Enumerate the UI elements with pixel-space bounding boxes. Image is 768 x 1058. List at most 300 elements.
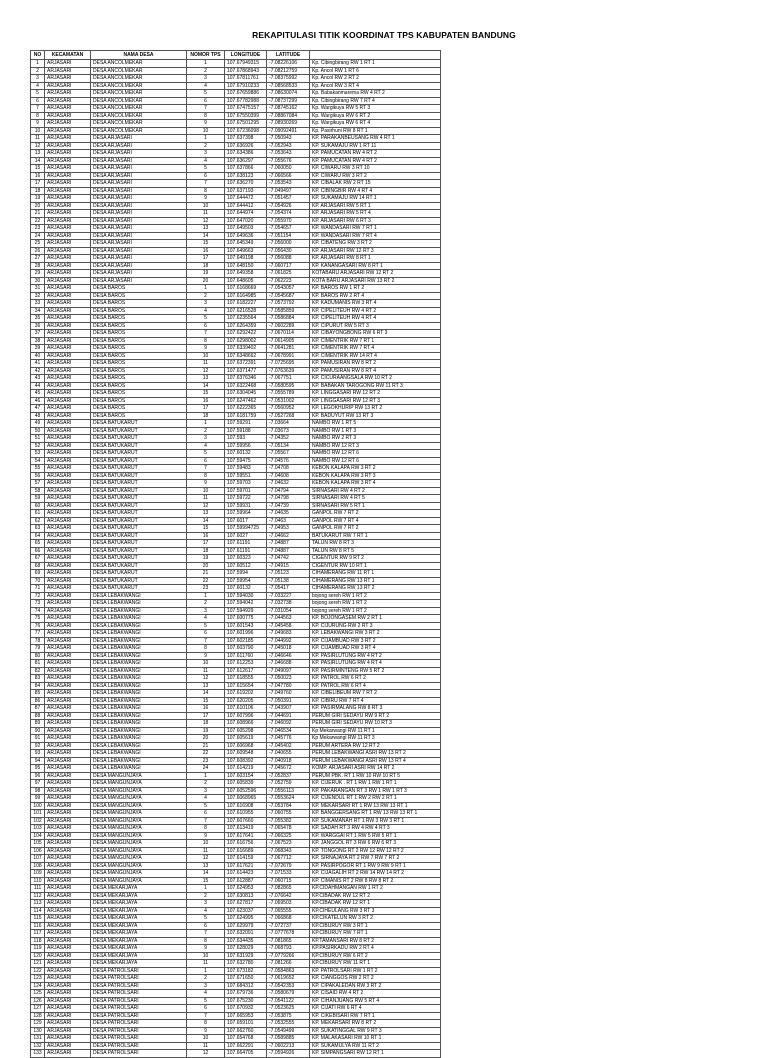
cell-nomor-tps: 11 — [187, 495, 225, 503]
cell-nomor-tps: 13 — [187, 510, 225, 518]
cell-nomor-tps: 5 — [187, 315, 225, 323]
table-row — [31, 765, 441, 773]
cell-kecamatan: ARJASARI — [45, 127, 91, 135]
cell-nomor-tps: 6 — [187, 97, 225, 105]
table-row — [31, 300, 441, 308]
table-row — [31, 967, 441, 975]
cell-no: 121 — [31, 960, 45, 968]
cell-nomor-tps: 3 — [187, 982, 225, 990]
cell-nama-desa: DESA MANGUNJAYA — [91, 870, 187, 878]
cell-kecamatan: ARJASARI — [45, 577, 91, 585]
cell-no: 40 — [31, 352, 45, 360]
cell-nama-desa: DESA BAROS — [91, 345, 187, 353]
cell-nama-desa: DESA BATUKARUT — [91, 540, 187, 548]
cell-nama-desa: DESA ARJASARI — [91, 172, 187, 180]
cell-latitude: -7.081865 — [267, 937, 310, 945]
cell-nama-desa: DESA BATUKARUT — [91, 420, 187, 428]
cell-no: 70 — [31, 577, 45, 585]
cell-latitude: -7.045018 — [267, 645, 310, 653]
cell-nama-desa: DESA LEBAKWANGI — [91, 705, 187, 713]
table-row — [31, 82, 441, 90]
cell-longitude: 107.605619 — [225, 735, 267, 743]
cell-longitude: 107.636270 — [225, 180, 267, 188]
cell-nomor-tps: 12 — [187, 855, 225, 863]
cell-longitude: 107.59956 — [225, 442, 267, 450]
cell-longitude: 107.6181759 — [225, 412, 267, 420]
cell-lokasi: KP. CIPURUT RW 5 RT 3 — [310, 322, 441, 330]
cell-lokasi: BATUKARUT RW 7 RT 1 — [310, 532, 441, 540]
table-row — [31, 487, 441, 495]
cell-kecamatan: ARJASARI — [45, 150, 91, 158]
cell-nama-desa: DESA LEBAKWANGI — [91, 622, 187, 630]
cell-nomor-tps: 3 — [187, 150, 225, 158]
cell-lokasi: KP. PASIRLUTUNG RW 4 RT 4 — [310, 660, 441, 668]
table-row — [31, 690, 441, 698]
cell-longitude: 107.628029 — [225, 945, 267, 953]
table-row — [31, 675, 441, 683]
cell-nama-desa: DESA MANGUNJAYA — [91, 825, 187, 833]
cell-nama-desa: DESA MANGUNJAYA — [91, 772, 187, 780]
cell-latitude: -7.050943 — [267, 135, 310, 143]
cell-kecamatan: ARJASARI — [45, 1027, 91, 1035]
cell-latitude: -7.046688 — [267, 660, 310, 668]
cell-latitude: -7.0545687 — [267, 292, 310, 300]
cell-no: 104 — [31, 832, 45, 840]
cell-longitude: 107.634435 — [225, 937, 267, 945]
cell-nama-desa: DESA LEBAKWANGI — [91, 607, 187, 615]
cell-no: 92 — [31, 742, 45, 750]
cell-nomor-tps: 20 — [187, 735, 225, 743]
cell-nomor-tps: 10 — [187, 952, 225, 960]
cell-lokasi: Kp. Ancol RW 3 RT 4 — [310, 82, 441, 90]
cell-no: 122 — [31, 967, 45, 975]
cell-latitude: -7.0602213 — [267, 1042, 310, 1050]
cell-no: 59 — [31, 495, 45, 503]
cell-no: 107 — [31, 855, 45, 863]
cell-latitude: -7.050391 — [267, 697, 310, 705]
cell-latitude: -7.031054 — [267, 607, 310, 615]
cell-no: 105 — [31, 840, 45, 848]
cell-nama-desa: DESA ARJASARI — [91, 240, 187, 248]
cell-kecamatan: ARJASARI — [45, 1035, 91, 1043]
cell-kecamatan: ARJASARI — [45, 555, 91, 563]
cell-nama-desa: DESA ANCOLMEKAR — [91, 75, 187, 83]
cell-lokasi: Kp. Cibingbirang RW 1 RT 1 — [310, 60, 441, 68]
cell-longitude: 107.6372391 — [225, 360, 267, 368]
cell-longitude: 107.611760 — [225, 652, 267, 660]
cell-latitude: -7.08212759 — [267, 67, 310, 75]
table-row — [31, 525, 441, 533]
cell-nama-desa: DESA BATUKARUT — [91, 555, 187, 563]
cell-lokasi: KP. CISAID RW 4 RT 2 — [310, 990, 441, 998]
cell-no: 89 — [31, 720, 45, 728]
cell-latitude: -7.0763639 — [267, 367, 310, 375]
cell-no: 42 — [31, 367, 45, 375]
cell-no: 85 — [31, 690, 45, 698]
cell-nama-desa: DESA BAROS — [91, 352, 187, 360]
cell-latitude: -7.056000 — [267, 240, 310, 248]
cell-nomor-tps: 6 — [187, 630, 225, 638]
cell-nomor-tps: 3 — [187, 435, 225, 443]
cell-lokasi: KP. SUKAMANAH RT 1 RW 3 RW 3 RT 1 — [310, 817, 441, 825]
cell-longitude: 107.637398 — [225, 135, 267, 143]
cell-latitude: -7.040655 — [267, 750, 310, 758]
cell-latitude: -7.0779266 — [267, 952, 310, 960]
cell-nama-desa: DESA ARJASARI — [91, 135, 187, 143]
cell-longitude: 107.664705 — [225, 1050, 267, 1058]
cell-longitude: 107.644472 — [225, 195, 267, 203]
cell-nama-desa: DESA BAROS — [91, 315, 187, 323]
cell-kecamatan: ARJASARI — [45, 750, 91, 758]
table-row — [31, 472, 441, 480]
table-row — [31, 592, 441, 600]
cell-no: 49 — [31, 420, 45, 428]
cell-nama-desa: DESA BATUKARUT — [91, 480, 187, 488]
cell-lokasi: KP. LINGGASARI RW 12 RT 2 — [310, 390, 441, 398]
cell-latitude: -7.062223 — [267, 277, 310, 285]
cell-longitude: 107.671650 — [225, 975, 267, 983]
cell-no: 17 — [31, 180, 45, 188]
cell-nama-desa: DESA MANGUNJAYA — [91, 847, 187, 855]
table-row — [31, 757, 441, 765]
table-row — [31, 67, 441, 75]
cell-latitude: -7.04635 — [267, 510, 310, 518]
cell-no: 76 — [31, 622, 45, 630]
cell-kecamatan: ARJASARI — [45, 780, 91, 788]
cell-latitude: -7.04708 — [267, 465, 310, 473]
cell-no: 4 — [31, 82, 45, 90]
cell-latitude: -7.04798 — [267, 495, 310, 503]
table-row — [31, 367, 441, 375]
cell-lokasi: KP. PASIRPOGOR RT 1 RW 9 RW 9 RT 1 — [310, 862, 441, 870]
cell-nama-desa: DESA LEBAKWANGI — [91, 720, 187, 728]
cell-nomor-tps: 18 — [187, 547, 225, 555]
cell-no: 119 — [31, 945, 45, 953]
table-row — [31, 645, 441, 653]
cell-longitude: 107.607996 — [225, 712, 267, 720]
table-row — [31, 607, 441, 615]
table-row — [31, 922, 441, 930]
cell-nomor-tps: 4 — [187, 990, 225, 998]
table-row — [31, 270, 441, 278]
cell-kecamatan: ARJASARI — [45, 997, 91, 1005]
cell-latitude: -7.044563 — [267, 615, 310, 623]
cell-latitude: -7.045458 — [267, 622, 310, 630]
cell-no: 75 — [31, 615, 45, 623]
cell-lokasi: NAMBO RW 1 RT 3 — [310, 427, 441, 435]
table-row — [31, 1050, 441, 1058]
cell-no: 132 — [31, 1042, 45, 1050]
cell-kecamatan: ARJASARI — [45, 367, 91, 375]
cell-lokasi: CIHAMERANG RW 11 RT 1 — [310, 570, 441, 578]
cell-nama-desa: DESA MEKARJAYA — [91, 945, 187, 953]
table-row — [31, 705, 441, 713]
cell-nama-desa: DESA LEBAKWANGI — [91, 675, 187, 683]
table-row — [31, 232, 441, 240]
table-row — [31, 697, 441, 705]
cell-latitude: -7.0614905 — [267, 337, 310, 345]
cell-longitude: 107.6168669 — [225, 285, 267, 293]
cell-latitude: -7.068343 — [267, 847, 310, 855]
cell-nama-desa: DESA BATUKARUT — [91, 450, 187, 458]
cell-nomor-tps: 7 — [187, 180, 225, 188]
cell-nama-desa: DESA BATUKARUT — [91, 525, 187, 533]
cell-no: 120 — [31, 952, 45, 960]
cell-latitude: -7.060050 — [267, 165, 310, 173]
cell-nama-desa: DESA BATUKARUT — [91, 427, 187, 435]
table-row — [31, 450, 441, 458]
cell-kecamatan: ARJASARI — [45, 330, 91, 338]
table-row — [31, 585, 441, 593]
cell-kecamatan: ARJASARI — [45, 1005, 91, 1013]
cell-longitude: 107.6216528 — [225, 307, 267, 315]
table-row — [31, 465, 441, 473]
cell-nomor-tps: 13 — [187, 682, 225, 690]
cell-lokasi: KP.CIBURUY RW 7 RT 1 — [310, 930, 441, 938]
cell-latitude: -7.04632 — [267, 480, 310, 488]
cell-longitude: 107.594929 — [225, 607, 267, 615]
cell-latitude: -7.0543057 — [267, 285, 310, 293]
cell-lokasi: KP. PARAKANBEUSANG RW 4 RT 1 — [310, 135, 441, 143]
header-nomor-tps: NOMOR TPS — [187, 51, 225, 60]
cell-no: 57 — [31, 480, 45, 488]
cell-kecamatan: ARJASARI — [45, 277, 91, 285]
table-row — [31, 120, 441, 128]
cell-latitude: -7.049683 — [267, 630, 310, 638]
cell-longitude: 107.644974 — [225, 210, 267, 218]
cell-kecamatan: ARJASARI — [45, 465, 91, 473]
cell-longitude: 107.594030 — [225, 592, 267, 600]
cell-nomor-tps: 5 — [187, 165, 225, 173]
cell-no: 95 — [31, 765, 45, 773]
cell-latitude: -7.052943 — [267, 142, 310, 150]
cell-kecamatan: ARJASARI — [45, 735, 91, 743]
cell-longitude: 107.59703 — [225, 480, 267, 488]
cell-longitude: 107.624995 — [225, 915, 267, 923]
cell-kecamatan: ARJASARI — [45, 247, 91, 255]
cell-latitude: -7.054657 — [267, 225, 310, 233]
cell-nomor-tps: 11 — [187, 960, 225, 968]
cell-nomor-tps: 4 — [187, 615, 225, 623]
table-row — [31, 127, 441, 135]
cell-longitude: 107.60512 — [225, 562, 267, 570]
cell-latitude: -7.0531002 — [267, 397, 310, 405]
cell-nama-desa: DESA ANCOLMEKAR — [91, 112, 187, 120]
cell-no: 53 — [31, 450, 45, 458]
table-row — [31, 112, 441, 120]
cell-no: 31 — [31, 285, 45, 293]
cell-longitude: 107.614423 — [225, 870, 267, 878]
cell-kecamatan: ARJASARI — [45, 652, 91, 660]
cell-kecamatan: ARJASARI — [45, 412, 91, 420]
cell-longitude: 107.6292422 — [225, 330, 267, 338]
cell-nama-desa: DESA ARJASARI — [91, 165, 187, 173]
cell-kecamatan: ARJASARI — [45, 352, 91, 360]
cell-nomor-tps: 18 — [187, 262, 225, 270]
cell-latitude: -7.0556113 — [267, 787, 310, 795]
cell-nama-desa: DESA MANGUNJAYA — [91, 862, 187, 870]
cell-no: 44 — [31, 382, 45, 390]
cell-nama-desa: DESA BAROS — [91, 397, 187, 405]
cell-nomor-tps: 14 — [187, 382, 225, 390]
cell-nama-desa: DESA LEBAKWANGI — [91, 615, 187, 623]
table-row — [31, 787, 441, 795]
cell-latitude: -7.0670114 — [267, 330, 310, 338]
table-row — [31, 907, 441, 915]
cell-lokasi: KP. CIMENTRIK RW 7 RT 1 — [310, 337, 441, 345]
cell-longitude: 107.636297 — [225, 157, 267, 165]
cell-nomor-tps: 16 — [187, 397, 225, 405]
table-row — [31, 285, 441, 293]
cell-nomor-tps: 23 — [187, 757, 225, 765]
cell-kecamatan: ARJASARI — [45, 922, 91, 930]
cell-latitude: -7.076642 — [267, 892, 310, 900]
cell-latitude: -7.072679 — [267, 862, 310, 870]
table-row — [31, 382, 441, 390]
cell-nomor-tps: 5 — [187, 90, 225, 98]
cell-lokasi: KP. CIJENDUL RT 1 RW 2 RW 2 RT 1 — [310, 795, 441, 803]
cell-nama-desa: DESA ARJASARI — [91, 157, 187, 165]
cell-latitude: -7.049097 — [267, 667, 310, 675]
cell-nomor-tps: 11 — [187, 210, 225, 218]
cell-kecamatan: ARJASARI — [45, 255, 91, 263]
cell-kecamatan: ARJASARI — [45, 210, 91, 218]
cell-longitude: 107.659101 — [225, 1020, 267, 1028]
cell-lokasi: KP. LEBAKWANGI RW 3 RT 2 — [310, 630, 441, 638]
cell-kecamatan: ARJASARI — [45, 720, 91, 728]
cell-no: 98 — [31, 787, 45, 795]
table-row — [31, 480, 441, 488]
cell-nomor-tps: 8 — [187, 645, 225, 653]
cell-nama-desa: DESA MEKARJAYA — [91, 922, 187, 930]
cell-nama-desa: DESA MEKARJAYA — [91, 937, 187, 945]
cell-no: 116 — [31, 922, 45, 930]
cell-longitude: 107.610955 — [225, 810, 267, 818]
table-row — [31, 562, 441, 570]
cell-kecamatan: ARJASARI — [45, 825, 91, 833]
cell-nomor-tps: 7 — [187, 330, 225, 338]
cell-longitude: 107.603790 — [225, 645, 267, 653]
cell-no: 23 — [31, 225, 45, 233]
cell-kecamatan: ARJASARI — [45, 75, 91, 83]
cell-nomor-tps: 1 — [187, 885, 225, 893]
cell-nomor-tps: 9 — [187, 832, 225, 840]
cell-longitude: 107.649198 — [225, 255, 267, 263]
cell-longitude: 107.6182227 — [225, 300, 267, 308]
cell-no: 38 — [31, 337, 45, 345]
table-row — [31, 630, 441, 638]
cell-latitude: -7.043907 — [267, 705, 310, 713]
cell-lokasi: KP. PAKARANGAN RT 3 RW 1 RW 1 RT 3 — [310, 787, 441, 795]
table-row — [31, 292, 441, 300]
cell-no: 12 — [31, 142, 45, 150]
cell-nama-desa: DESA MEKARJAYA — [91, 952, 187, 960]
table-row — [31, 570, 441, 578]
cell-latitude: -7.069503 — [267, 900, 310, 908]
cell-lokasi: Kp. Babakanmarema RW 4 RT 2 — [310, 90, 441, 98]
cell-longitude: 107.630813 — [225, 892, 267, 900]
cell-lokasi: PERUM LEBAKWANGI ASRI RW 13 RT 4 — [310, 757, 441, 765]
cell-longitude: 107.679736 — [225, 990, 267, 998]
cell-lokasi: KP. PASIRMALANG RW 8 RT 3 — [310, 705, 441, 713]
cell-latitude: -7.08745162 — [267, 105, 310, 113]
cell-nomor-tps: 18 — [187, 720, 225, 728]
table-row — [31, 240, 441, 248]
cell-no: 65 — [31, 540, 45, 548]
table-row — [31, 142, 441, 150]
cell-no: 108 — [31, 862, 45, 870]
cell-nama-desa: DESA PATROLSARI — [91, 975, 187, 983]
cell-kecamatan: ARJASARI — [45, 427, 91, 435]
cell-nomor-tps: 8 — [187, 337, 225, 345]
cell-latitude: -7.053784 — [267, 802, 310, 810]
cell-no: 54 — [31, 457, 45, 465]
cell-nomor-tps: 15 — [187, 390, 225, 398]
cell-lokasi: KP. CIJAMBUAD RW 3 RT 2 — [310, 637, 441, 645]
cell-longitude: 107.632780 — [225, 960, 267, 968]
cell-no: 27 — [31, 255, 45, 263]
cell-nomor-tps: 6 — [187, 322, 225, 330]
cell-lokasi: KP. SIRNAJAYA RT 2 RW 7 RW 7 RT 2 — [310, 855, 441, 863]
cell-kecamatan: ARJASARI — [45, 405, 91, 413]
cell-nomor-tps: 14 — [187, 517, 225, 525]
cell-longitude: 107.632091 — [225, 930, 267, 938]
cell-latitude: -7.049497 — [267, 187, 310, 195]
table-row — [31, 615, 441, 623]
cell-no: 72 — [31, 592, 45, 600]
cell-kecamatan: ARJASARI — [45, 397, 91, 405]
cell-nomor-tps: 7 — [187, 930, 225, 938]
cell-nomor-tps: 7 — [187, 637, 225, 645]
header-longitude: LONGITUDE — [225, 51, 267, 60]
cell-lokasi: Kp. Ancol RW 1 RT 6 — [310, 67, 441, 75]
cell-nama-desa: DESA LEBAKWANGI — [91, 757, 187, 765]
cell-nomor-tps: 4 — [187, 157, 225, 165]
cell-lokasi: bojong sereh RW 1 RT 2 — [310, 600, 441, 608]
cell-no: 103 — [31, 825, 45, 833]
cell-latitude: -7.04608 — [267, 472, 310, 480]
cell-lokasi: CIGENTUR RW 9 RT 2 — [310, 555, 441, 563]
cell-no: 97 — [31, 780, 45, 788]
cell-kecamatan: ARJASARI — [45, 375, 91, 383]
cell-nomor-tps: 4 — [187, 442, 225, 450]
table-row — [31, 195, 441, 203]
cell-kecamatan: ARJASARI — [45, 937, 91, 945]
cell-no: 48 — [31, 412, 45, 420]
cell-nama-desa: DESA ARJASARI — [91, 180, 187, 188]
cell-lokasi: KP. KANANGASARI RW 8 RT 1 — [310, 262, 441, 270]
cell-nomor-tps: 23 — [187, 585, 225, 593]
cell-nomor-tps: 8 — [187, 112, 225, 120]
table-row — [31, 862, 441, 870]
cell-no: 34 — [31, 307, 45, 315]
cell-longitude: 107.614159 — [225, 855, 267, 863]
table-row — [31, 900, 441, 908]
cell-longitude: 107.59475 — [225, 457, 267, 465]
cell-no: 133 — [31, 1050, 45, 1058]
table-row — [31, 855, 441, 863]
cell-nama-desa: DESA ANCOLMEKAR — [91, 127, 187, 135]
cell-nomor-tps: 3 — [187, 787, 225, 795]
cell-no: 29 — [31, 270, 45, 278]
cell-longitude: 107.629979 — [225, 922, 267, 930]
cell-no: 15 — [31, 165, 45, 173]
cell-nomor-tps: 3 — [187, 300, 225, 308]
cell-latitude: -7.08568533 — [267, 82, 310, 90]
cell-latitude: -7.056430 — [267, 247, 310, 255]
cell-kecamatan: ARJASARI — [45, 360, 91, 368]
cell-longitude: 107.636926 — [225, 142, 267, 150]
